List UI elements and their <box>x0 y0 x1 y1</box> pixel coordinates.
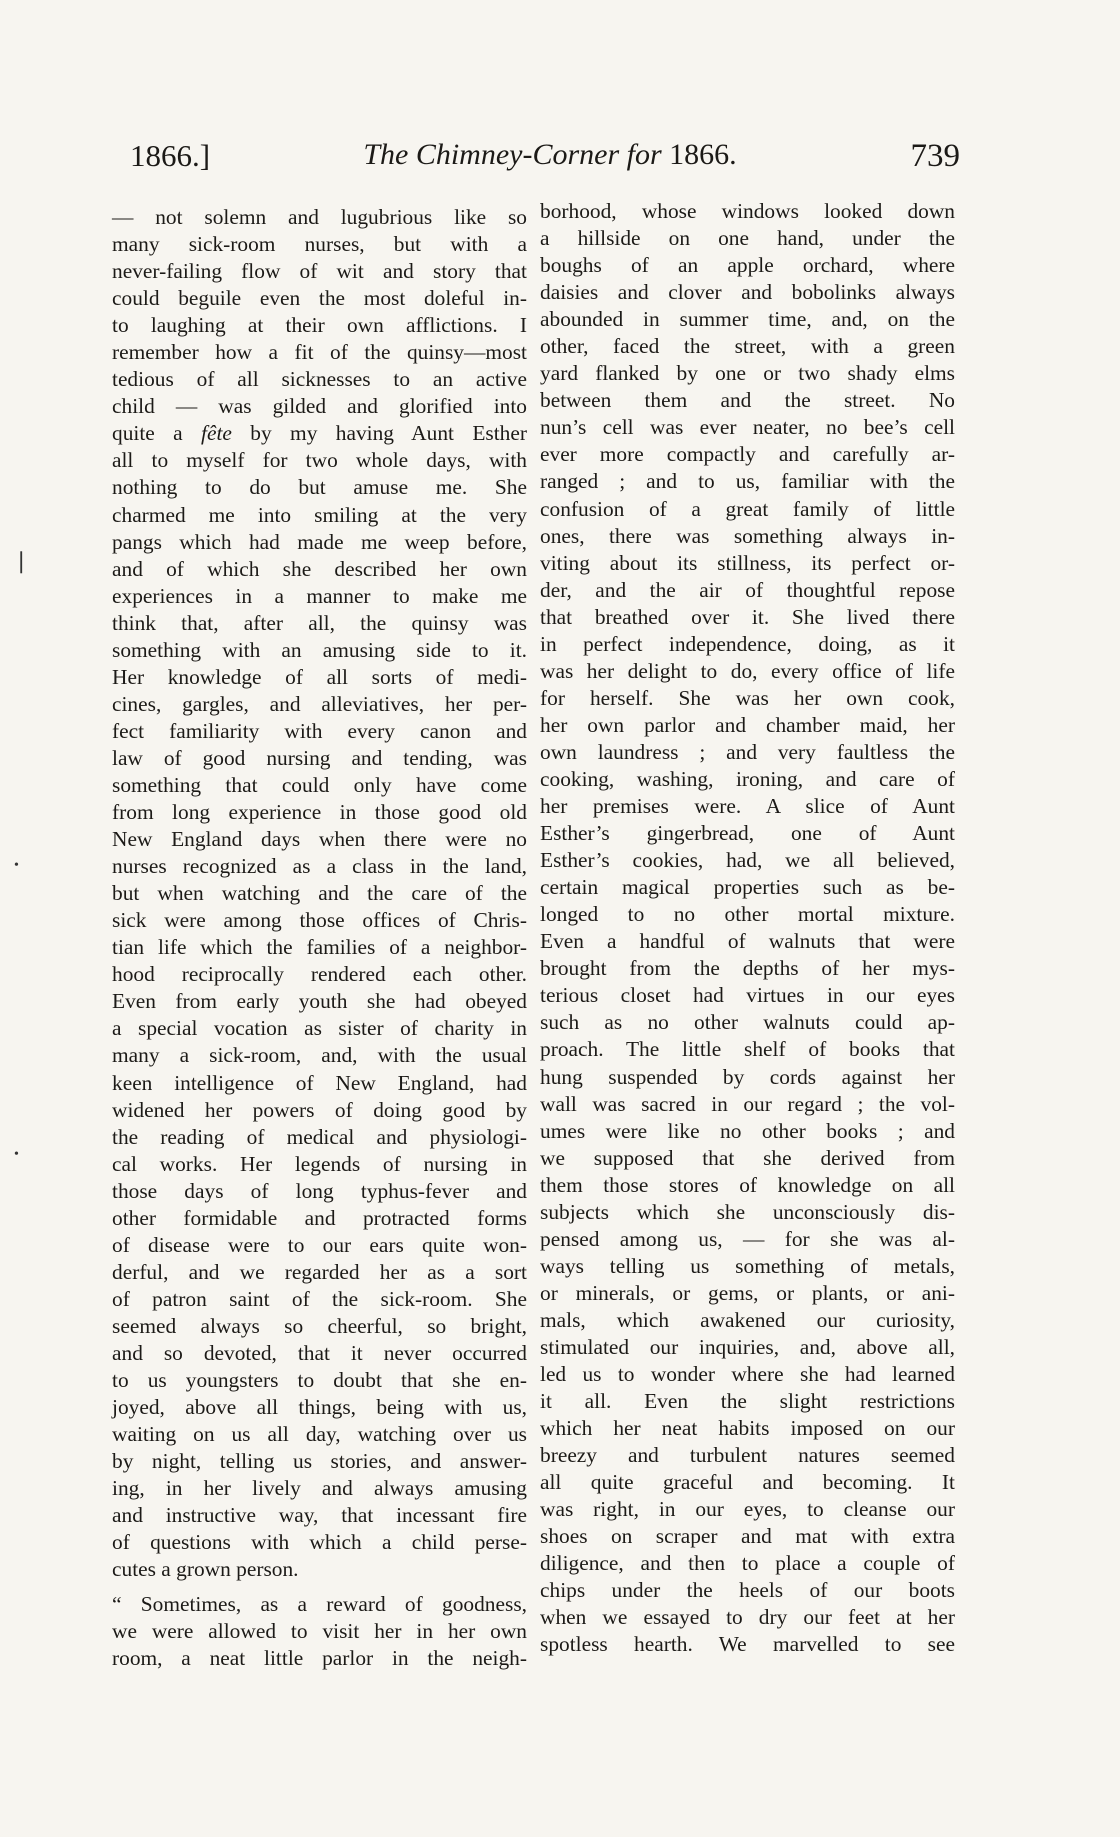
text-line: fect familiarity with every canon and <box>112 718 527 743</box>
text-line: we supposed that she derived from <box>540 1145 955 1170</box>
text-line: for herself. She was her own cook, <box>540 685 955 710</box>
text-line: her own parlor and chamber maid, her <box>540 712 955 737</box>
text-line: chips under the heels of our boots <box>540 1578 955 1603</box>
text-line: umes were like no other books ; and <box>540 1118 955 1143</box>
header-title-text: The Chimney-Corner for <box>363 138 662 171</box>
text-line: we were allowed to visit her in her own <box>112 1619 527 1644</box>
text-line: nothing to do but amuse me. She <box>112 475 527 500</box>
text-line: confusion of a great family of little <box>540 496 955 521</box>
text-line: of disease were to our ears quite won- <box>112 1232 527 1257</box>
text-line: Even a handful of walnuts that were <box>540 929 955 954</box>
paragraph-gap <box>112 1583 527 1591</box>
text-line: hung suspended by cords against her <box>540 1064 955 1089</box>
margin-mark: • <box>14 1147 19 1162</box>
text-line: between them and the street. No <box>540 388 955 413</box>
text-line: and of which she described her own <box>112 556 527 581</box>
text-line: by night, telling us stories, and answer- <box>112 1449 527 1474</box>
text-line: of questions with which a child perse- <box>112 1530 527 1555</box>
text-line: proach. The little shelf of books that <box>540 1037 955 1062</box>
text-line: that breathed over it. She lived there <box>540 604 955 629</box>
text-line: viting about its stillness, its perfect or- <box>540 550 955 575</box>
text-line: Esther’s gingerbread, one of Aunt <box>540 821 955 846</box>
text-line: something that could only have come <box>112 772 527 797</box>
text-line: nun’s cell was ever neater, no bee’s cell <box>540 415 955 440</box>
text-line: charmed me into smiling at the very <box>112 502 527 527</box>
header-title-year: 1866. <box>669 138 737 171</box>
text-line: waiting on us all day, watching over us <box>112 1422 527 1447</box>
text-line: cal works. Her legends of nursing in <box>112 1151 527 1176</box>
text-line: it all. Even the slight restrictions <box>540 1389 955 1414</box>
text-line: never-failing flow of wit and story that <box>112 259 527 284</box>
text-line: tedious of all sicknesses to an active <box>112 367 527 392</box>
text-line: her premises were. A slice of Aunt <box>540 794 955 819</box>
text-line: Even from early youth she had obeyed <box>112 989 527 1014</box>
text-line: child — was gilded and glorified into <box>112 394 527 419</box>
text-line: terious closet had virtues in our eyes <box>540 983 955 1008</box>
text-line: and instructive way, that incessant fire <box>112 1503 527 1528</box>
text-line: many a sick-room, and, with the usual <box>112 1043 527 1068</box>
text-line: from long experience in those good old <box>112 800 527 825</box>
page-number: 739 <box>910 138 960 174</box>
text-line: brought from the depths of her mys- <box>540 956 955 981</box>
text-line: subjects which she unconsciously dis- <box>540 1199 955 1224</box>
text-line: other, faced the street, with a green <box>540 334 955 359</box>
text-line: der, and the air of thoughtful repose <box>540 577 955 602</box>
text-line: all quite graceful and becoming. It <box>540 1470 955 1495</box>
text-line: derful, and we regarded her as a sort <box>112 1259 527 1284</box>
text-line: — not solemn and lugubrious like so <box>112 205 527 229</box>
text-line: tian life which the families of a neighbor- <box>112 935 527 960</box>
text-line: could beguile even the most doleful in- <box>112 286 527 311</box>
text-line: seemed always so cheerful, so bright, <box>112 1313 527 1338</box>
text-line: pensed among us, — for she was al- <box>540 1226 955 1251</box>
text-line: mals, which awakened our curiosity, <box>540 1307 955 1332</box>
text-line: or minerals, or gems, or plants, or ani- <box>540 1280 955 1305</box>
text-line: yard flanked by one or two shady elms <box>540 361 955 386</box>
text-line: quite a fête by my having Aunt Esther <box>112 421 527 446</box>
text-line: which her neat habits imposed on our <box>540 1416 955 1441</box>
text-line: daisies and clover and bobolinks always <box>540 280 955 305</box>
text-line: but when watching and the care of the <box>112 881 527 906</box>
text-line: all to myself for two whole days, with <box>112 448 527 473</box>
text-line: to us youngsters to doubt that she en- <box>112 1368 527 1393</box>
text-line: a hillside on one hand, under the <box>540 226 955 251</box>
text-line: led us to wonder where she had learned <box>540 1362 955 1387</box>
text-line: cutes a grown person. <box>112 1557 299 1582</box>
text-line: longed to no other mortal mixture. <box>540 902 955 927</box>
text-line: remember how a fit of the quinsy—most <box>112 340 527 365</box>
text-line: and so devoted, that it never occurred <box>112 1340 527 1365</box>
text-line: Esther’s cookies, had, we all believed, <box>540 848 955 873</box>
text-line: New England days when there were no <box>112 827 527 852</box>
text-line: such as no other walnuts could ap- <box>540 1010 955 1035</box>
text-line: wall was sacred in our regard ; the vol- <box>540 1091 955 1116</box>
text-line: was her delight to do, every office of life <box>540 658 955 683</box>
margin-mark: ❘ <box>12 548 31 573</box>
text-line: when we essayed to dry our feet at her <box>540 1605 955 1630</box>
text-line: think that, after all, the quinsy was <box>112 610 527 635</box>
text-line: spotless hearth. We marvelled to see <box>540 1632 955 1657</box>
text-line: breezy and turbulent natures seemed <box>540 1443 955 1468</box>
text-line: ones, there was something always in- <box>540 523 955 548</box>
text-line: something with an amusing side to it. <box>112 637 527 662</box>
text-line: “ Sometimes, as a reward of goodness, <box>112 1592 527 1617</box>
text-line: the reading of medical and physiologi- <box>112 1124 527 1149</box>
text-line: was right, in our eyes, to cleanse our <box>540 1497 955 1522</box>
left-column <box>112 204 527 1673</box>
text-line: boughs of an apple orchard, where <box>540 253 955 278</box>
text-line: shoes on scraper and mat with extra <box>540 1524 955 1549</box>
paragraph <box>112 1591 527 1672</box>
text-line: cines, gargles, and alleviatives, her per- <box>112 691 527 716</box>
text-line: room, a neat little parlor in the neigh- <box>112 1646 527 1671</box>
header-title <box>350 138 750 172</box>
text-line: ever more compactly and carefully ar- <box>540 442 955 467</box>
text-line: Her knowledge of all sorts of medi- <box>112 664 527 689</box>
text-line: ways telling us something of metals, <box>540 1253 955 1278</box>
text-line: experiences in a manner to make me <box>112 583 527 608</box>
text-line: own laundress ; and very faultless the <box>540 739 955 764</box>
text-line: joyed, above all things, being with us, <box>112 1395 527 1420</box>
text-line: cooking, washing, ironing, and care of <box>540 766 955 791</box>
text-line: pangs which had made me weep before, <box>112 529 527 554</box>
text-line: them those stores of knowledge on all <box>540 1172 955 1197</box>
text-line: sick were among those offices of Chris- <box>112 908 527 933</box>
text-line: those days of long typhus-fever and <box>112 1178 527 1203</box>
text-line: in perfect independence, doing, as it <box>540 631 955 656</box>
header-year: 1866.] <box>130 138 211 173</box>
text-line: keen intelligence of New England, had <box>112 1070 527 1095</box>
text-line: many sick-room nurses, but with a <box>112 232 527 257</box>
text-line: stimulated our inquiries, and, above all, <box>540 1334 955 1359</box>
text-line: nurses recognized as a class in the land, <box>112 854 527 879</box>
text-line: certain magical properties such as be- <box>540 875 955 900</box>
text-line: diligence, and then to place a couple of <box>540 1551 955 1576</box>
text-line: of patron saint of the sick-room. She <box>112 1286 527 1311</box>
text-line: abounded in summer time, and, on the <box>540 307 955 332</box>
margin-mark: • <box>14 858 19 873</box>
text-line: borhood, whose windows looked down <box>540 199 955 223</box>
text-line: law of good nursing and tending, was <box>112 745 527 770</box>
text-line: a special vocation as sister of charity in <box>112 1016 527 1041</box>
text-line: ing, in her lively and always amusing <box>112 1476 527 1501</box>
right-column <box>540 198 955 1659</box>
text-line: other formidable and protracted forms <box>112 1205 527 1230</box>
text-line: hood reciprocally rendered each other. <box>112 962 527 987</box>
text-line: ranged ; and to us, familiar with the <box>540 469 955 494</box>
running-header <box>130 138 960 188</box>
text-line: widened her powers of doing good by <box>112 1097 527 1122</box>
text-line: to laughing at their own afflictions. I <box>112 313 527 338</box>
